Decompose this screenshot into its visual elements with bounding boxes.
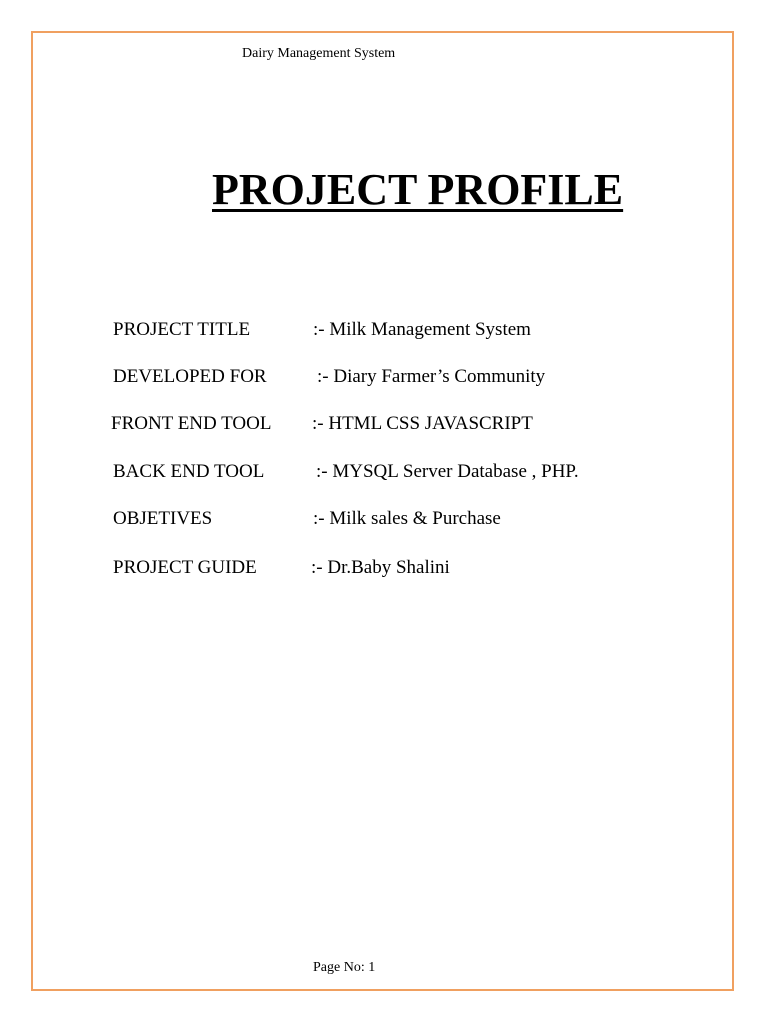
profile-value: :- Diary Farmer’s Community [317,366,546,387]
profile-label: PROJECT TITLE [113,319,251,340]
profile-value: :- Milk sales & Purchase [313,508,501,529]
profile-label: OBJETIVES [113,508,213,529]
profile-label: PROJECT GUIDE [113,557,257,578]
page-number: Page No: 1 [313,960,376,975]
profile-value: :- HTML CSS JAVASCRIPT [312,413,533,434]
profile-label: FRONT END TOOL [111,413,272,434]
page-title: PROJECT PROFILE [212,165,624,214]
profile-label: BACK END TOOL [113,461,265,482]
profile-value: :- Milk Management System [313,319,531,340]
profile-label: DEVELOPED FOR [113,366,267,387]
profile-value: :- Dr.Baby Shalini [311,557,450,578]
profile-value: :- MYSQL Server Database , PHP. [316,461,579,482]
document-header: Dairy Management System [242,46,396,61]
